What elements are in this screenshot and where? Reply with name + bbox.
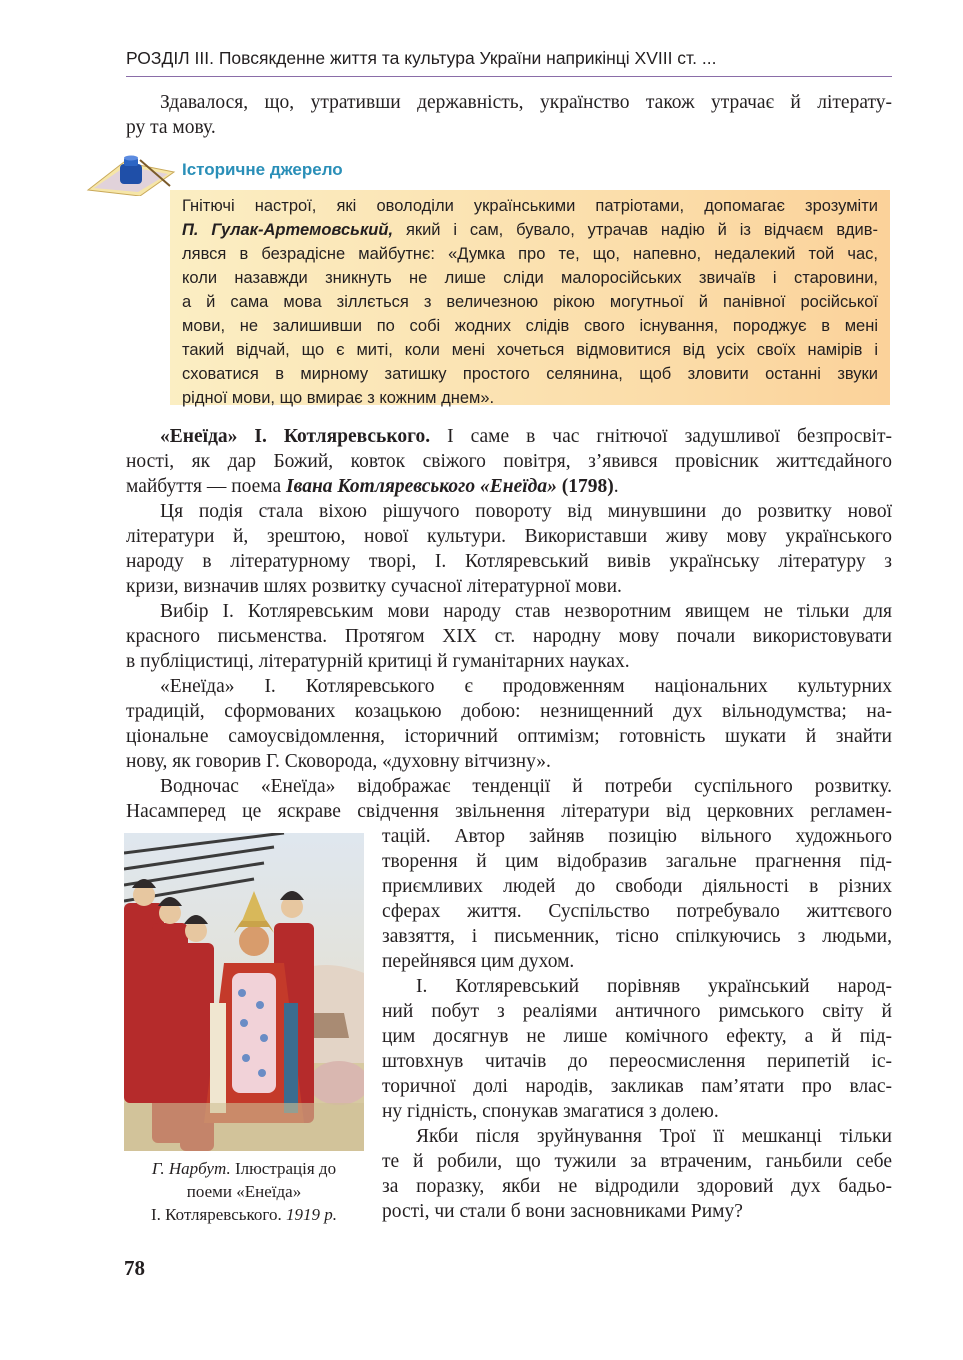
intro-paragraph [126, 90, 892, 140]
text-line: перейнявся цим духом. [382, 951, 575, 972]
source-text [182, 194, 878, 410]
text-line: літератури й, зрештою, нової культури. Використавши живу мову українського [126, 526, 892, 547]
figure-caption [124, 1157, 364, 1226]
text-line: приємливих людей до свободи діяльності в різних [382, 876, 892, 897]
caption-year: 1919 р. [285, 1205, 337, 1224]
text-line: торичної долі народів, закликав пам’ятати про влас- [382, 1076, 892, 1097]
source-author: П. Гулак-Артемовський, [182, 221, 394, 239]
text-line: «Енеїда» І. Котляревського. І саме в час гнітючої задушливої безпросвіт- [160, 426, 892, 447]
running-header: РОЗДІЛ ІІІ. Повсякденне життя та культура України наприкінці XVIII ст. ... [126, 48, 717, 68]
caption-line: Г. Нарбут. Ілюстрація до [151, 1159, 337, 1178]
main-paragraph-3 [126, 599, 892, 674]
text-line: ності, як дар Божий, ковток свіжого повітря, з’явився провісник життєдайного [126, 451, 892, 472]
caption-line: І. Котляревського. 1919 р. [151, 1205, 337, 1224]
text-line: Здавалося, що, утративши державність, українство також утрачає й літерату- [160, 92, 892, 113]
text-line: рідної мови, що вмирає з кожним днем». [182, 389, 495, 407]
poem-year: (1798) [561, 476, 614, 497]
text-line: красного письменства. Протягом ХІХ ст. народну мову почали використовувати [126, 626, 892, 647]
text-line: майбуття — поема Івана Котляревського «Енеїда» (1798). [126, 476, 619, 497]
main-paragraph-5 [126, 774, 892, 824]
text-line: Ця подія стала віхою рішучого повороту від минувшини до розвитку нової [160, 501, 892, 522]
caption-author: Г. Нарбут. [151, 1159, 231, 1178]
text-line: П. Гулак-Артемовський, який і сам, бувало, утрачав надію й із відчаєм вдив- [182, 221, 878, 239]
main-paragraph-5-continued [382, 824, 892, 974]
text-line: Водночас «Енеїда» відображає тенденції й потреби суспільного розвитку. [160, 776, 892, 797]
text-line: творення й цим відобразив загальне прагнення під- [382, 851, 892, 872]
text-line: за поразку, якби не відродили здоровий дух бадьо- [382, 1176, 892, 1197]
page-number: 78 [124, 1256, 145, 1280]
text-line: народу в літературному творі, І. Котляревський вивів українську літературу з [126, 551, 892, 572]
text-line: кризи, визначив шлях розвитку сучасної літературної мови. [126, 576, 622, 597]
text-line: Гнітючі настрої, які оволоділи українськими патріотами, допомагає зрозуміти [182, 197, 878, 215]
text-line: ціональне самоусвідомлення, історичний оптимізм; готовність шукати й знайти [126, 726, 892, 747]
text-line: мови, не залишивши по собі жодних слідів свого існування, породжує в мені [182, 317, 878, 335]
text-line: традицій, сформованих козацькою добою: незнищенний дух вільнодумства; на- [126, 701, 892, 722]
poem-reference: Івана Котляревського «Енеїда» [286, 476, 557, 497]
narbut-illustration [124, 833, 364, 1151]
source-title: Історичне джерело [182, 160, 343, 179]
inkwell-quill-icon [84, 150, 176, 196]
text-line: І. Котляревський порівняв український народ- [416, 976, 892, 997]
text-line: сферах життя. Суспільство потребувало життєвого [382, 901, 892, 922]
text-line: тацій. Автор зайняв позицію вільного художнього [382, 826, 892, 847]
text-line: коли назавжди зникнуть не лише сліди малоросійських звичаїв і старовини, [182, 269, 878, 287]
main-paragraph-2 [126, 499, 892, 599]
text-line: ний побут з реаліями античного римського світу й [382, 1001, 892, 1022]
main-paragraph-4 [126, 674, 892, 774]
text-line: ру та мову. [126, 117, 216, 138]
text-line: Якби після зруйнування Трої її мешканці тільки [416, 1126, 892, 1147]
text-line: такий відчай, що є миті, коли мені хочеться відмовитися від усіх своїх намірів і [182, 341, 878, 359]
text-line: «Енеїда» І. Котляревського є продовженням національних культурних [160, 676, 892, 697]
text-line: Вибір І. Котляревським мови народу став незворотним явищем не тільки для [160, 601, 892, 622]
text-line: ну гідність, спонукав змагатися з долею. [382, 1101, 719, 1122]
text-line: цим досягнув не лише комічного ефекту, а й під- [382, 1026, 892, 1047]
main-paragraph-1 [126, 424, 892, 499]
text-line: завзяття, і письменник, тісно спілкуючись з людьми, [382, 926, 892, 947]
text-line: те й робили, що тужили за втраченим, ганьбили себе [382, 1151, 892, 1172]
text-line: а й сама мова зіллється з величезною рікою могутньої й панівної російської [182, 293, 878, 311]
header-divider [126, 76, 892, 77]
text-line: в публіцистиці, літературній критиці й гуманітарних науках. [126, 651, 630, 672]
text-line: нову, як говорив Г. Сковорода, «духовну вітчизну». [126, 751, 551, 772]
illustration-image [124, 833, 364, 1151]
text-line: сховатися в мирному затишку простого селянина, щоб зловити останні звуки [182, 365, 878, 383]
text-line: Насамперед це яскраве свідчення звільнення літератури від церковних регламен- [126, 801, 892, 822]
text-line: штовхнув читачів до переосмислення перипетій іс- [382, 1051, 892, 1072]
text-line: рості, чи стали б вони засновниками Риму? [382, 1201, 743, 1222]
main-paragraph-7 [382, 1124, 892, 1224]
main-paragraph-6 [382, 974, 892, 1124]
caption-line: поеми «Енеїда» [186, 1182, 302, 1201]
section-heading: «Енеїда» І. Котляревського. [160, 426, 431, 447]
text-line: лявся в безрадісне майбутнє: «Думка про те, що, напевно, недалекий той час, [182, 245, 878, 263]
